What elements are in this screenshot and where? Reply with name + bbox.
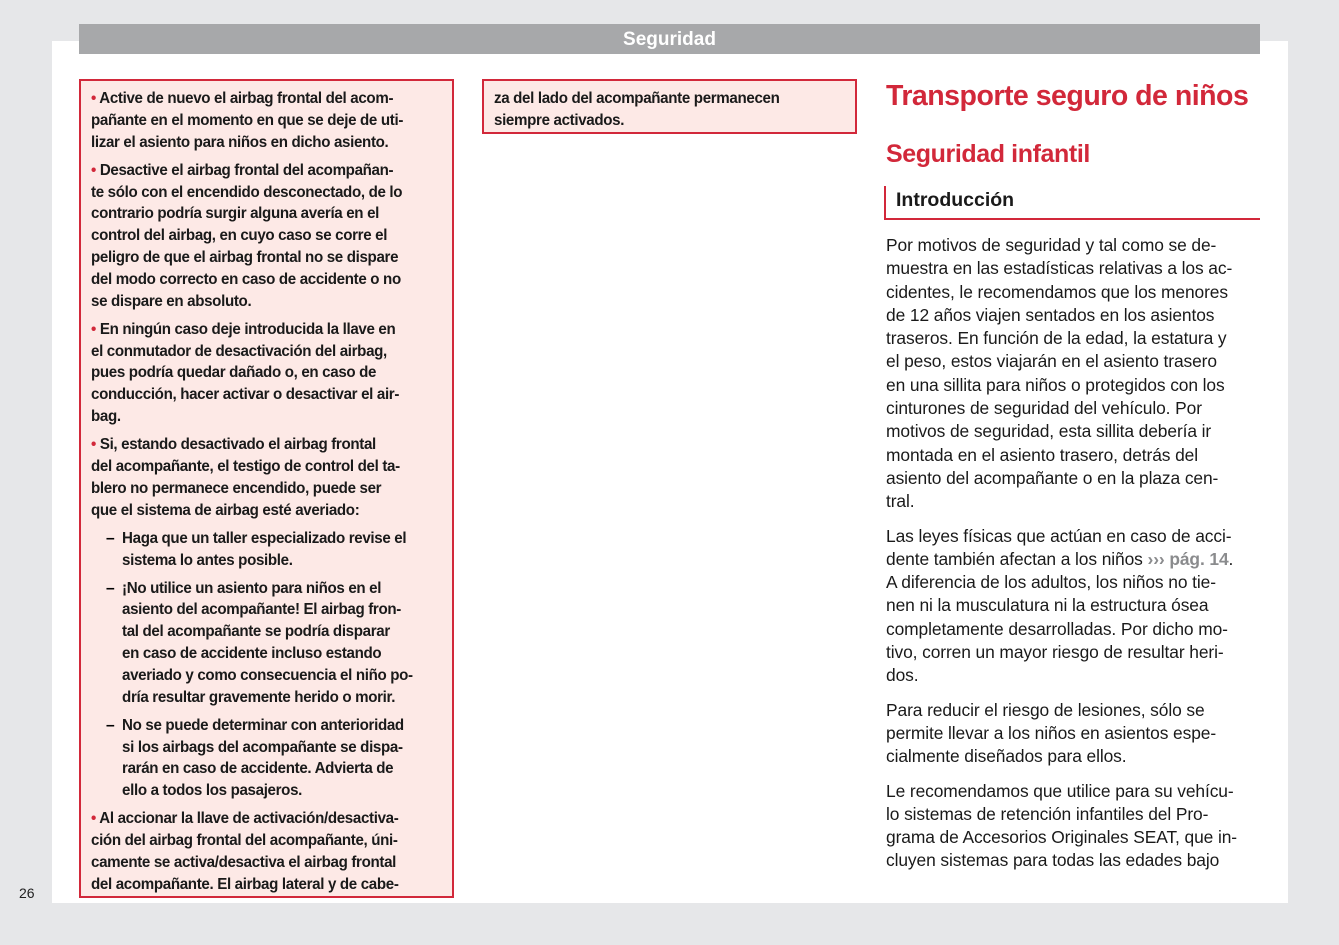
warning-text: Haga que un taller especializado revise el — [122, 529, 407, 547]
warning-text: del acompañante, el testigo de control del ta- — [91, 457, 400, 475]
text-line — [886, 699, 1260, 722]
warning-text: Desactive el airbag frontal del acompañan- — [99, 161, 394, 179]
warning-line — [91, 665, 433, 687]
warning-line — [91, 291, 433, 313]
warning-line — [91, 550, 433, 572]
warning-line — [91, 406, 433, 428]
warning-box — [79, 79, 454, 898]
paragraph — [886, 780, 1260, 873]
warning-line — [91, 132, 433, 154]
text-line — [886, 374, 1260, 397]
warning-line — [91, 780, 433, 802]
text-line — [886, 525, 1260, 548]
text-line — [886, 664, 1260, 687]
text-line — [886, 397, 1260, 420]
warning-line — [91, 88, 433, 110]
warning-line — [91, 362, 433, 384]
line-text: dos. — [886, 665, 919, 686]
warning-line — [91, 830, 433, 852]
text-line — [886, 571, 1260, 594]
warning-text: te sólo con el encendido desconectado, de lo — [91, 183, 403, 201]
warning-text: rarán en caso de accidente. Advierta de — [122, 760, 394, 778]
line-text: A diferencia de los adultos, los niños no tie- — [886, 572, 1216, 593]
warning-text: conducción, hacer activar o desactivar el air- — [91, 386, 400, 404]
main-column — [886, 76, 1260, 884]
text-line — [886, 467, 1260, 490]
warning-text: que el sistema de airbag esté averiado: — [91, 501, 360, 519]
text-line — [886, 745, 1260, 768]
warning-item — [91, 160, 444, 313]
line-text: grama de Accesorios Originales SEAT, que in- — [886, 827, 1237, 848]
warning-text: del acompañante. El airbag lateral y de cabe- — [91, 875, 399, 893]
warning-line — [91, 269, 433, 291]
line-text: Las leyes físicas que actúan en caso de acci- — [886, 525, 1232, 546]
warning-text: ¡No utilice un asiento para niños en el — [122, 579, 382, 597]
warning-line — [91, 758, 433, 780]
warning-line — [91, 643, 433, 665]
line-text: montada en el asiento trasero, detrás del — [886, 444, 1199, 465]
warning-item — [91, 319, 444, 428]
line-text: Para reducir el riesgo de lesiones, sólo se — [886, 699, 1205, 720]
warning-subitem — [91, 578, 444, 709]
warning-line — [91, 319, 433, 341]
line-text: cidentes, le recomendamos que los menores — [886, 281, 1228, 302]
warning-text: No se puede determinar con anterioridad — [122, 716, 404, 734]
text-line — [886, 490, 1260, 513]
text-line — [886, 257, 1260, 280]
warning-line — [91, 478, 433, 500]
warning-text: camente se activa/desactiva el airbag frontal — [91, 854, 397, 872]
text-line — [886, 350, 1260, 373]
warning-text: dría resultar gravemente herido o morir. — [122, 688, 396, 706]
line-text: tivo, corren un mayor riesgo de resultar heri- — [886, 642, 1224, 663]
warning-text: asiento del acompañante! El airbag fron- — [122, 601, 401, 619]
warning-line — [91, 687, 433, 709]
warning-text: pañante en el momento en que se deje de uti- — [91, 111, 404, 129]
text-line — [886, 304, 1260, 327]
warning-line — [91, 182, 433, 204]
dash-marker: – — [106, 716, 115, 734]
warning-text: contrario podría surgir alguna avería en el — [91, 205, 380, 223]
line-text: Por motivos de seguridad y tal como se de- — [886, 235, 1217, 255]
warning-text: sistema lo antes posible. — [122, 551, 293, 569]
text-line — [886, 849, 1260, 872]
line-text: dente también afectan a los niños — [886, 548, 1148, 569]
warning-line — [91, 715, 433, 737]
warning-box-continued — [482, 79, 857, 134]
warning-text: del modo correcto en caso de accidente o no — [91, 270, 401, 288]
warning-line — [91, 808, 433, 830]
warning-text: control del airbag, en cuyo caso se corre el — [91, 227, 388, 245]
section-heading: Introducción — [884, 186, 1260, 220]
line-text: de 12 años viajen sentados en los asientos — [886, 304, 1215, 325]
section-header: Seguridad — [79, 24, 1260, 54]
paragraph — [886, 234, 1260, 514]
warning-line — [91, 456, 433, 478]
warning-line — [91, 500, 433, 522]
warning-text: en caso de accidente incluso estando — [122, 645, 382, 663]
warning-text: si los airbags del acompañante se dispa- — [122, 738, 403, 756]
warning-item — [91, 88, 444, 153]
text-line — [886, 780, 1260, 803]
warning-line — [91, 160, 433, 182]
warning-line — [91, 225, 433, 247]
line-text: traseros. En función de la edad, la estatura y — [886, 328, 1227, 349]
bullet-icon: • — [91, 320, 100, 338]
line-text: muestra en las estadísticas relativas a los ac- — [886, 258, 1233, 279]
text-line — [886, 826, 1260, 849]
line-text: Le recomendamos que utilice para su vehícu- — [886, 780, 1234, 801]
text-line — [886, 641, 1260, 664]
warning-text: ción del airbag frontal del acompañante, úni- — [91, 832, 398, 850]
paragraph — [886, 699, 1260, 769]
warning-subitem — [91, 528, 444, 572]
dash-marker: – — [106, 529, 115, 547]
warning-text: Si, estando desactivado el airbag frontal — [99, 436, 376, 454]
warning-line — [91, 528, 433, 550]
warning-item — [91, 808, 444, 895]
dash-marker: – — [106, 579, 115, 597]
warning-text: el conmutador de desactivación del airbag, — [91, 342, 387, 360]
text-line — [886, 618, 1260, 641]
warning-line — [91, 737, 433, 759]
warning-text: lizar el asiento para niños en dicho asiento. — [91, 133, 389, 151]
bullet-icon: • — [91, 810, 100, 828]
warning-text: bag. — [91, 407, 121, 425]
line-text: permite llevar a los niños en asientos espe- — [886, 722, 1217, 743]
warning-line — [91, 621, 433, 643]
page-subtitle: Seguridad infantil — [886, 140, 1090, 168]
line-text: nen ni la musculatura ni la estructura ósea — [886, 595, 1209, 616]
page-title: Transporte seguro de niños — [886, 80, 1249, 112]
text-line — [886, 234, 1260, 257]
warning-line — [91, 434, 433, 456]
line-text: completamente desarrolladas. Por dicho mo- — [886, 618, 1228, 639]
warning-text: En ningún caso deje introducida la llave en — [99, 320, 396, 338]
warning-line — [91, 578, 433, 600]
line-text: lo sistemas de retención infantiles del Pro- — [886, 803, 1209, 824]
warning-text: peligro de que el airbag frontal no se dispare — [91, 248, 399, 266]
bullet-icon: • — [91, 90, 100, 107]
line-text: . — [1228, 548, 1234, 569]
text-line — [886, 420, 1260, 443]
text-line — [886, 327, 1260, 350]
warning-line — [91, 852, 433, 874]
warning-item — [91, 434, 444, 521]
text-line — [886, 444, 1260, 467]
text-line — [886, 594, 1260, 617]
line-text: motivos de seguridad, esta sillita debería ir — [886, 421, 1212, 442]
line-text: cinturones de seguridad del vehículo. Por — [886, 398, 1202, 419]
warning-line — [91, 874, 433, 896]
page-reference-link[interactable]: ››› pág. 14 — [1147, 548, 1229, 569]
warning-line — [91, 341, 433, 363]
warning-text: pues podría quedar dañado o, en caso de — [91, 364, 377, 382]
warning-line — [91, 110, 433, 132]
warning-text: Active de nuevo el airbag frontal del acom- — [99, 90, 394, 107]
body-text — [886, 234, 1260, 873]
line-text: cluyen sistemas para todas las edades bajo — [886, 850, 1220, 871]
text-line — [886, 548, 1260, 571]
page-number: 26 — [19, 885, 35, 901]
text-line — [886, 803, 1260, 826]
line-text: en una sillita para niños o protegidos con los — [886, 374, 1225, 395]
warning-text: averiado y como consecuencia el niño po- — [122, 666, 413, 684]
warning-text: ello a todos los pasajeros. — [122, 782, 303, 800]
text-line — [886, 722, 1260, 745]
warning-line: za del lado del acompañante permanecen — [494, 90, 780, 107]
line-text: tral. — [886, 491, 915, 512]
line-text: asiento del acompañante o en la plaza cen- — [886, 467, 1219, 488]
paragraph — [886, 525, 1260, 688]
warning-subitem — [91, 715, 444, 802]
warning-line — [91, 599, 433, 621]
warning-line — [91, 384, 433, 406]
warning-text: se dispare en absoluto. — [91, 292, 252, 310]
warning-text: Al accionar la llave de activación/desactiva- — [99, 810, 399, 828]
warning-text: blero no permanece encendido, puede ser — [91, 479, 382, 497]
warning-line — [91, 247, 433, 269]
warning-text: tal del acompañante se podría disparar — [122, 623, 390, 641]
warning-line — [91, 203, 433, 225]
line-text: cialmente diseñados para ellos. — [886, 746, 1127, 767]
warning-line: siempre activados. — [494, 111, 625, 129]
line-text: el peso, estos viajarán en el asiento trasero — [886, 351, 1217, 372]
text-line — [886, 281, 1260, 304]
bullet-icon: • — [91, 161, 100, 179]
bullet-icon: • — [91, 436, 100, 454]
